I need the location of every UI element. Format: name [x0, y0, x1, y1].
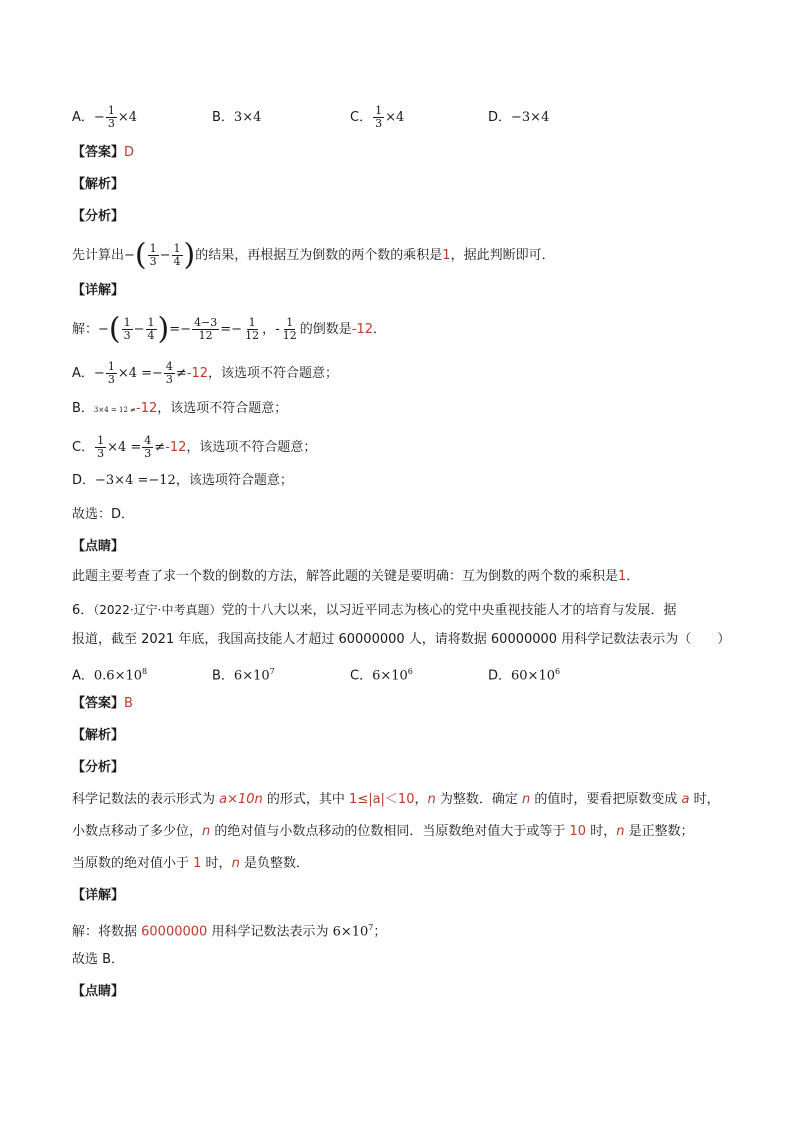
q6-stem-line2: 报道，截至 2021 年底，我国高技能人才超过 60000000 人，请将数据 60000000 用科学记数法表示为（ ） — [72, 632, 731, 647]
q5-xiangjie-heading: 【详解】 — [72, 283, 125, 298]
fraction: $\frac{4}{3}$ — [165, 360, 173, 386]
q6-dianjing-heading: 【点睛】 — [72, 984, 125, 999]
q6-options-row — [72, 662, 560, 686]
q6-fenxi-heading: 【分析】 — [72, 760, 125, 775]
q6-fenxi-line1: 科学记数法的表示形式为 a×10n 的形式，其中 1≤|a|＜10，n 为整数．确定 n 的值时，要看把原数变成 a 时， — [72, 792, 720, 807]
q5-fenxi-heading: 【分析】 — [72, 209, 125, 224]
fraction: $\frac{1}{3}$ — [107, 360, 115, 386]
fraction: $\frac{1}{3}$ — [123, 316, 131, 342]
q6-answer: 【答案】B — [72, 696, 133, 711]
q5-jiexi-heading: 【解析】 — [72, 177, 125, 192]
q6-jiexi-heading: 【解析】 — [72, 728, 125, 743]
q5-solution: 解：−( $\frac{1}{3}$ − $\frac{1}{4}$ )=− $\frac{4-3}{12}$ =− $\frac{1}{12}$ ，- $\frac{1}{12}$ 的倒数是-12． — [72, 311, 387, 347]
fraction: $\frac{4-3}{12}$ — [194, 316, 218, 342]
q5-option-d-check: D．−3×4 =−12，该选项符合题意； — [72, 473, 293, 488]
q6-solution: 解：将数据 60000000 用科学记数法表示为 $6\times 10^7$； — [72, 923, 387, 940]
q5-options-row — [72, 105, 549, 130]
fraction: $\frac{1}{4}$ — [173, 242, 181, 268]
q5-answer: 【答案】D — [72, 145, 135, 160]
q6-fenxi-line2: 小数点移动了多少位，n 的绝对值与小数点移动的位数相同．当原数绝对值大于或等于 10 时，n 是正整数； — [72, 824, 694, 839]
fraction: $\frac{1}{3}$ — [107, 104, 115, 130]
q5-dianjing-text: 此题主要考查了求一个数的倒数的方法，解答此题的关键是要明确：互为倒数的两个数的乘积是1． — [72, 569, 640, 584]
fraction: $\frac{1}{4}$ — [147, 316, 155, 342]
q5-option-d: D．−3×4 — [488, 110, 550, 125]
q6-xiangjie-heading: 【详解】 — [72, 888, 125, 903]
q5-dianjing-heading: 【点睛】 — [72, 539, 125, 554]
q5-option-c: C． $\frac{1}{3}$ ×4 — [350, 104, 405, 130]
q6-option-b: B．$6\times 10^7$ — [212, 667, 275, 684]
q6-fenxi-line3: 当原数的绝对值小于 1 时，n 是负整数． — [72, 856, 309, 871]
q5-option-c-check: C． $\frac{1}{3}$ ×4 = $\frac{4}{3}$ ≠-12，该选项不符合题意； — [72, 434, 317, 460]
fraction: $\frac{4}{3}$ — [144, 434, 152, 460]
q6-option-c: C．$6\times 10^6$ — [350, 667, 413, 684]
q5-fenxi-text: 先计算出−( $\frac{1}{3}$ − $\frac{1}{4}$ )的结果，再根据互为倒数的两个数的乘积是1，据此判断即可． — [72, 237, 555, 273]
fraction: $\frac{1}{3}$ — [97, 434, 105, 460]
q5-option-a: A．− $\frac{1}{3}$ ×4 — [72, 104, 137, 130]
q5-final-choice: 故选：D． — [72, 507, 135, 522]
fraction: $\frac{1}{3}$ — [149, 242, 157, 268]
q5-option-b-check: B．3×4 = 12 ≠-12，该选项不符合题意； — [72, 401, 288, 416]
q5-option-b: B．3×4 — [212, 110, 262, 125]
fraction: $\frac{1}{12}$ — [282, 316, 297, 342]
q6-option-a: A．$0.6\times 10^8$ — [72, 667, 148, 684]
q6-final-choice: 故选 B． — [72, 952, 125, 967]
fraction: $\frac{1}{3}$ — [375, 104, 383, 130]
q6-option-d: D．$60\times 10^6$ — [488, 667, 561, 684]
fraction: $\frac{1}{12}$ — [245, 316, 260, 342]
q5-option-a-check: A．− $\frac{1}{3}$ ×4 =− $\frac{4}{3}$ ≠-12，该选项不符合题意； — [72, 360, 339, 386]
q6-stem-line1: 6．（2022·辽宁·中考真题）党的十八大以来，以习近平同志为核心的党中央重视技能人才的培育与发展．据 — [72, 603, 677, 618]
